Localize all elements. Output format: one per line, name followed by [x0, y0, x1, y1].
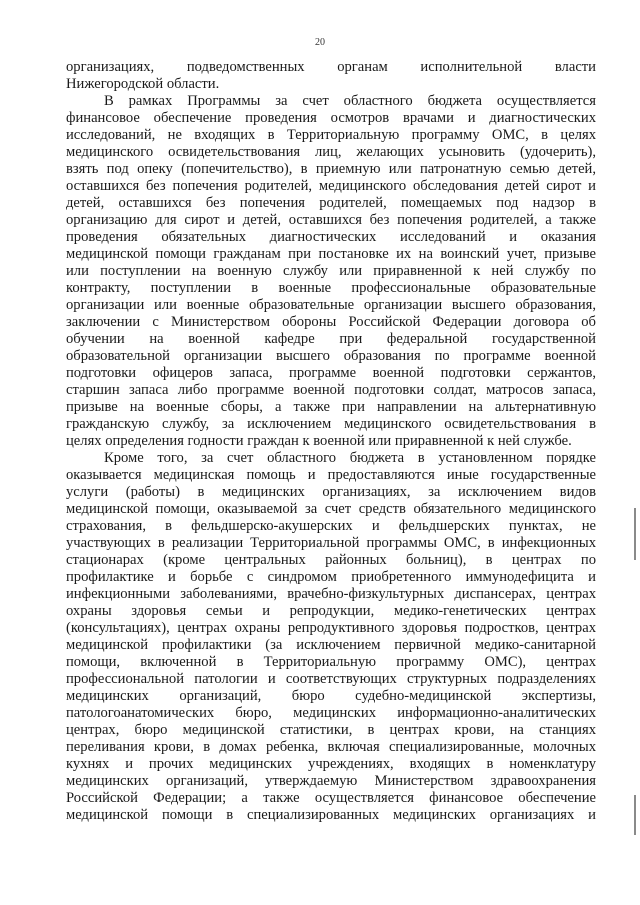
text-line: или поступлении на военную службу или приравненной к ней службу по — [66, 263, 596, 279]
text-line: Кроме того, за счет областного бюджета в установленном порядке — [104, 450, 596, 466]
text-line: профилактике и борьбе с синдромом приобретенного иммунодефицита и — [66, 569, 596, 585]
text-line: стационарах (кроме центральных районных больниц), в центрах по — [66, 552, 596, 568]
text-line: медицинской профилактики (за исключением первичной медико-санитарной — [66, 637, 596, 653]
scan-edge-mark — [634, 795, 636, 835]
text-line: кухнях и прочих медицинских учреждениях, входящих в номенклатуру — [66, 756, 596, 772]
text-line: медицинской помощи гражданам при постановке их на воинский учет, призыве — [66, 246, 596, 262]
text-line: центрах, бюро медицинской статистики, в центрах крови, на станциях — [66, 722, 596, 738]
text-line: медицинской помощи, оказываемой за счет средств обязательного медицинского — [66, 501, 596, 517]
text-line: исследований, не входящих в Территориальную программу ОМС, в целях — [66, 127, 596, 143]
text-line: (консультациях), центрах охраны репродуктивного здоровья подростков, центрах — [66, 620, 596, 636]
text-line: организации или военные образовательные организации высшего образования, — [66, 297, 596, 313]
text-line: медицинских организаций, бюро судебно-медицинской экспертизы, — [66, 688, 596, 704]
text-line: заключении с Министерством обороны Российской Федерации договора об — [66, 314, 596, 330]
text-line: подготовки офицеров запаса, программе военной подготовки сержантов, — [66, 365, 596, 381]
text-line: финансовое обеспечение проведения осмотров врачами и диагностических — [66, 110, 596, 126]
text-line: В рамках Программы за счет областного бюджета осуществляется — [104, 93, 596, 109]
text-line: участвующих в реализации Территориальной программы ОМС, в инфекционных — [66, 535, 596, 551]
text-line: обучении на военной кафедре при федеральной государственной — [66, 331, 596, 347]
text-line: образовательной организации высшего образования по программе военной — [66, 348, 596, 364]
text-line: охраны здоровья семьи и репродукции, медико-генетических центрах — [66, 603, 596, 619]
text-line: Российской Федерации; а также осуществляется финансовое обеспечение — [66, 790, 596, 806]
text-line: оставшихся без попечения родителей, медицинского обследования детей сирот и — [66, 178, 596, 194]
text-line: патологоанатомических бюро, медицинских информационно-аналитических — [66, 705, 596, 721]
text-line: медицинских организаций, утверждаемую Министерством здравоохранения — [66, 773, 596, 789]
text-line: профессиональной патологии и соответствующих структурных подразделениях — [66, 671, 596, 687]
text-line: проведения обязательных диагностических исследований и оказания — [66, 229, 596, 245]
text-line: целях определения годности граждан к военной или приравненной к ней службе. — [66, 433, 572, 449]
text-line: переливания крови, в домах ребенка, включая специализированные, молочных — [66, 739, 596, 755]
text-line: детей, оставшихся без попечения родителей, помещаемых под надзор в — [66, 195, 596, 211]
text-line: помощи, включенной в Территориальную программу ОМС), центрах — [66, 654, 596, 670]
document-body — [66, 59, 596, 824]
paragraph-2 — [66, 93, 596, 450]
text-line: страхования, в фельдшерско-акушерских и фельдшерских пунктах, не — [66, 518, 596, 534]
text-line: гражданскую службу, за исключением медицинского освидетельствования в — [66, 416, 596, 432]
text-line: призыве на военные сборы, а также при направлении на альтернативную — [66, 399, 596, 415]
text-line: организацию для сирот и детей, оставшихся без попечения родителей, а также — [66, 212, 596, 228]
text-line: инфекционными заболеваниями, врачебно-физкультурных диспансерах, центрах — [66, 586, 596, 602]
page-number: 20 — [315, 37, 325, 48]
paragraph-3 — [66, 450, 596, 824]
text-line: старшин запаса либо программе военной подготовки солдат, матросов запаса, — [66, 382, 596, 398]
text-line: организациях, подведомственных органам исполнительной власти — [66, 59, 596, 75]
text-line: оказывается медицинская помощь и предоставляются иные государственные — [66, 467, 596, 483]
text-line: услуги (работы) в медицинских организациях, за исключением видов — [66, 484, 596, 500]
text-line: Нижегородской области. — [66, 76, 220, 92]
text-line: контракту, поступлении в военные профессиональные образовательные — [66, 280, 596, 296]
text-line: взять под опеку (попечительство), в приемную или патронатную семью детей, — [66, 161, 596, 177]
text-line: медицинской помощи в специализированных медицинских организациях и — [66, 807, 596, 823]
paragraph-1 — [66, 59, 596, 93]
text-line: медицинского освидетельствования лиц, желающих усыновить (удочерить), — [66, 144, 596, 160]
scan-edge-mark — [634, 508, 636, 560]
